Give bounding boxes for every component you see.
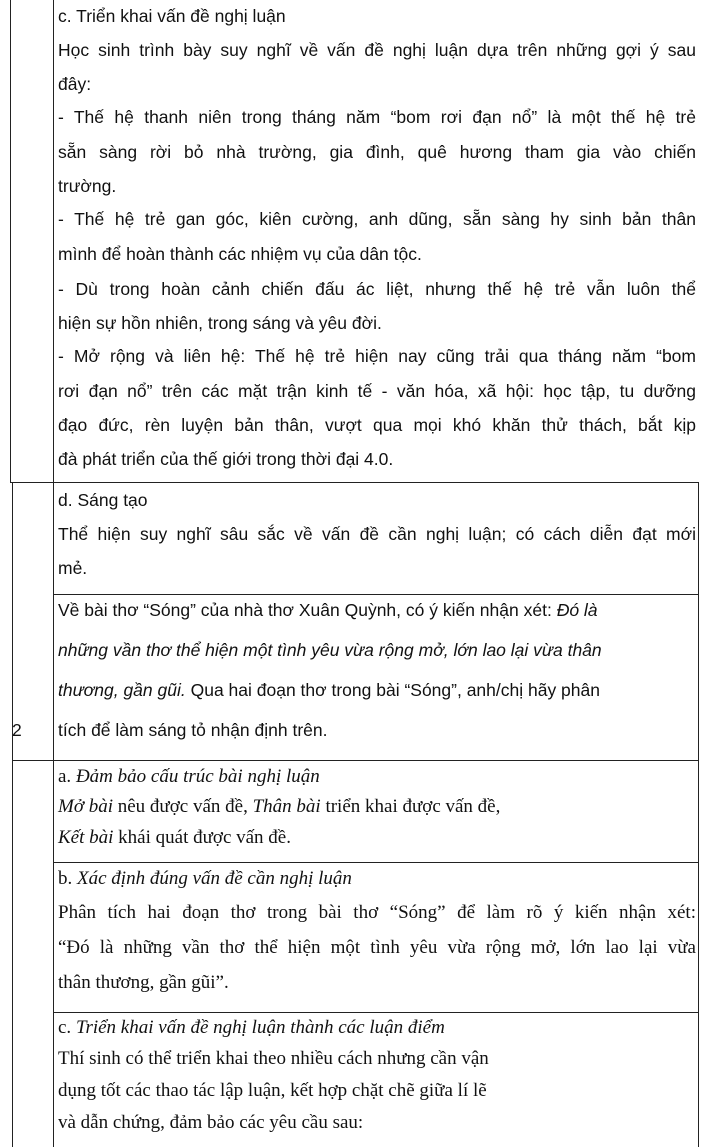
section-2a-text-3: khái quát được vấn đề. (113, 827, 291, 848)
section-2a-mo-bai: Mở bài (58, 796, 113, 817)
section-2c-line-3: dụng tốt các thao tác lập luận, kết hợp chặt chẽ giữa lí lẽ (58, 1080, 487, 1101)
table-left-border-lower (12, 482, 13, 1147)
row-divider-q2 (53, 594, 699, 595)
section-d-line-1: Thể hiện suy nghĩ sâu sắc về vấn đề cần nghị luận; có cách diễn đạt mới (58, 524, 696, 544)
section-c-intro-line-1: Học sinh trình bày suy nghĩ về vấn đề nghị luận dựa trên những gợi ý sau (58, 40, 696, 60)
section-2a-heading: Đảm bảo cấu trúc bài nghị luận (75, 766, 320, 787)
section-2b-prefix: b. (58, 868, 77, 889)
section-c-heading: c. Triển khai vấn đề nghị luận (58, 6, 286, 26)
table-left-border (10, 0, 11, 482)
section-2b-heading: Xác định đúng vấn đề cần nghị luận (77, 868, 352, 889)
question-2-line-3-italic: thương, gần gũi. (58, 680, 186, 700)
section-2b-line-2: Phân tích hai đoạn thơ trong bài thơ “Sóng” để làm rõ ý kiến nhận xét: (58, 902, 696, 923)
bullet-4-line-4: đà phát triển của thế giới trong thời đại 4.0. (58, 449, 394, 469)
section-2a-text-1: nêu được vấn đề, (113, 796, 253, 817)
bullet-3-line-1: - Dù trong hoàn cảnh chiến đấu ác liệt, nhưng thế hệ trẻ vẫn luôn thể (58, 279, 696, 299)
bullet-4-line-2: rơi đạn nổ” trên các mặt trận kinh tế - văn hóa, xã hội: học tập, tu dưỡng (58, 381, 696, 401)
row-divider-2a (12, 760, 699, 761)
question-2-line-4: tích để làm sáng tỏ nhận định trên. (58, 720, 328, 740)
row-divider-2c (53, 1012, 699, 1013)
question-2-line-1-plain: Về bài thơ “Sóng” của nhà thơ Xuân Quỳnh, có ý kiến nhận xét: (58, 600, 557, 620)
bullet-1-line-1: - Thế hệ thanh niên trong tháng năm “bom rơi đạn nổ” là một thế hệ trẻ (58, 107, 696, 127)
question-2-line-1-italic: Đó là (556, 600, 598, 620)
section-2a-text-2: triển khai được vấn đề, (320, 796, 501, 817)
section-d-heading: d. Sáng tạo (58, 490, 148, 510)
section-d-line-2: mẻ. (58, 558, 88, 578)
section-2a-prefix: a. (58, 766, 76, 787)
bullet-1-line-3: trường. (58, 176, 117, 196)
row-divider-2b (53, 862, 699, 863)
section-2c-line-2: Thí sinh có thể triển khai theo nhiều cách nhưng cần vận (58, 1048, 489, 1069)
question-number: 2 (12, 720, 22, 740)
column-divider (53, 0, 54, 1147)
section-2b-line-3: “Đó là những vần thơ thể hiện một tình yêu vừa rộng mở, lớn lao lại vừa (58, 937, 696, 958)
section-2c-heading: Triển khai vấn đề nghị luận thành các luận điểm (75, 1017, 445, 1038)
section-2c-line-4: và dẫn chứng, đảm bảo các yêu cầu sau: (58, 1112, 364, 1133)
bullet-4-line-3: đạo đức, rèn luyện bản thân, vượt qua mọi khó khăn thử thách, bắt kịp (58, 415, 696, 435)
section-2c-prefix: c. (58, 1017, 76, 1038)
bullet-2-line-1: - Thế hệ trẻ gan góc, kiên cường, anh dũng, sẵn sàng hy sinh bản thân (58, 209, 696, 229)
section-2a-than-bai: Thân bài (252, 796, 321, 817)
bullet-1-line-2: sẵn sàng rời bỏ nhà trường, gia đình, quê hương tham gia vào chiến (58, 142, 696, 162)
section-c-intro-line-2: đây: (58, 74, 92, 94)
row-divider-d (10, 482, 699, 483)
question-2-line-2: những vần thơ thể hiện một tình yêu vừa rộng mở, lớn lao lại vừa thân (58, 640, 602, 660)
bullet-2-line-2: mình để hoàn thành các nhiệm vụ của dân tộc. (58, 244, 422, 264)
question-2-line-3-plain: Qua hai đoạn thơ trong bài “Sóng”, anh/chị hãy phân (185, 680, 600, 700)
section-2b-line-4: thân thương, gần gũi”. (58, 972, 229, 993)
section-2a-ket-bai: Kết bài (58, 827, 114, 848)
table-right-border (698, 482, 699, 1147)
bullet-3-line-2: hiện sự hồn nhiên, trong sáng và yêu đời. (58, 313, 382, 333)
bullet-4-line-1: - Mở rộng và liên hệ: Thế hệ trẻ hiện nay cũng trải qua tháng năm “bom (58, 346, 696, 366)
